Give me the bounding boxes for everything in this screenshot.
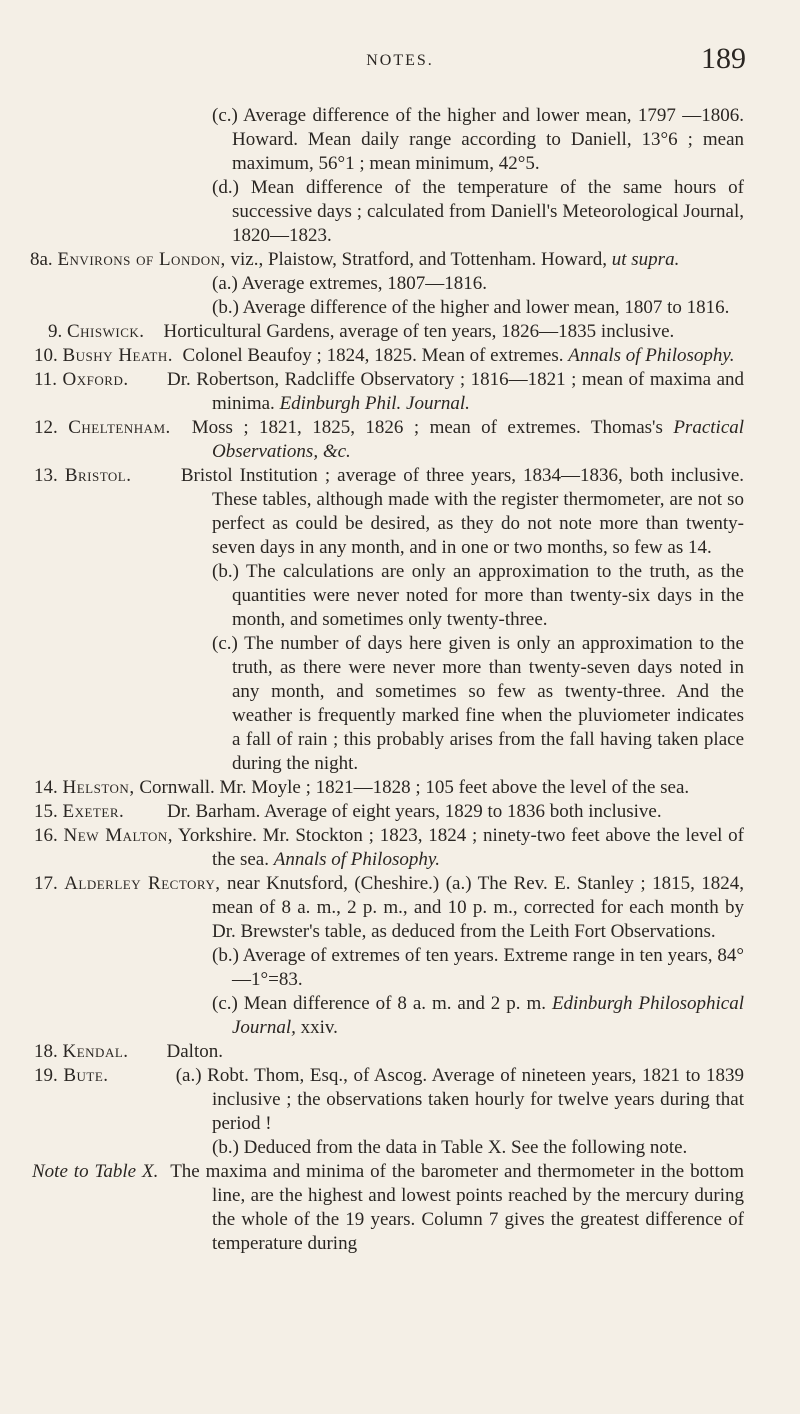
entry-11 <box>0 368 800 416</box>
entry-8a-sub-a: (a.) Average extremes, 1807—1816. <box>212 273 488 294</box>
entry-10-label: Bushy Heath. <box>62 345 174 366</box>
entry-19-number: 19. <box>34 1065 58 1086</box>
entry-10-text: Colonel Beaufoy ; 1824, 1825. Mean of extremes. <box>182 345 569 366</box>
entry-17-number: 17. <box>34 873 58 894</box>
entry-14-number: 14. <box>34 777 58 798</box>
entry-12 <box>0 416 800 464</box>
entry-16-italic: Annals of Philosophy. <box>273 849 440 870</box>
notes-body <box>0 104 800 1256</box>
entry-17-sub-c-end: xxiv. <box>295 1017 338 1038</box>
entry-17-text: near Knutsford, (Cheshire.) (a.) The Rev. E. Stanley ; 1815, 1824, mean of 8 a. m., 2 p. m., and 10 p. m., corrected for each month by Dr. Brewster's table, as deduced from the Leith Fort Observations. <box>212 873 745 942</box>
entry-9-number: 9. <box>48 321 63 342</box>
entry-16-number: 16. <box>34 825 58 846</box>
entry-10 <box>0 344 800 368</box>
entry-12-number: 12. <box>34 417 58 438</box>
running-title: NOTES. <box>366 52 434 69</box>
note-c-paragraph: (c.) Average difference of the higher and lower mean, 1797 —1806. Howard. Mean daily range according to Daniell, 13°6 ; mean maximum, 56°1 ; mean minimum, 42°5. <box>212 105 744 174</box>
entry-13 <box>0 464 800 560</box>
entry-19 <box>0 1064 800 1136</box>
entry-9 <box>0 320 800 344</box>
entry-14 <box>0 776 800 800</box>
entry-12-label: Cheltenham. <box>68 417 171 438</box>
entry-16-text: Yorkshire. Mr. Stockton ; 1823, 1824 ; ninety-two feet above the level of the sea. <box>173 825 744 870</box>
note-to-table-x <box>0 1160 800 1256</box>
entry-11-number: 11. <box>34 369 58 390</box>
entry-9-label: Chiswick. <box>67 321 145 342</box>
entry-8a-number: 8a. <box>30 249 53 270</box>
entry-13-sub-c: (c.) The number of days here given is only an approximation to the truth, as there were never more than twenty-seven days noted in any month, and sometimes so few as twenty-three. And the weather is frequently marked fine when the pluviometer indicates a fall of rain ; this probably arises from the fall having taken place during the night. <box>212 633 744 774</box>
entry-19-label: Bute. <box>63 1065 109 1086</box>
entry-12-text: Moss ; 1821, 1825, 1826 ; mean of extremes. Thomas's <box>191 417 674 438</box>
entry-9-text: Horticultural Gardens, average of ten years, 1826—1835 inclusive. <box>163 321 675 342</box>
entry-17-sub-c-text: (c.) Mean difference of 8 a. m. and 2 p. m. <box>212 993 552 1014</box>
entry-11-label: Oxford. <box>62 369 129 390</box>
entry-18-label: Kendal. <box>62 1041 129 1062</box>
entry-17-sub-b: (b.) Average of extremes of ten years. Extreme range in ten years, 84°—1°=83. <box>212 945 744 990</box>
entry-16-label: New Malton, <box>63 825 173 846</box>
note-text: The maxima and minima of the barometer and thermometer in the bottom line, are the highest and lowest points reached by the mercury during the whole of the 19 years. Column 7 gives the greatest difference of temperature during <box>170 1161 744 1254</box>
entry-17-label: Alderley Rectory, <box>64 873 221 894</box>
entry-15-text: Dr. Barham. Average of eight years, 1829 to 1836 both inclusive. <box>167 801 662 822</box>
entry-14-label: Helston, <box>62 777 135 798</box>
entry-17 <box>0 872 800 944</box>
entry-15-number: 15. <box>34 801 58 822</box>
entry-13-sub-b: (b.) The calculations are only an approximation to the truth, as the quantities were never noted for more than twenty-six days in the month, and sometimes only twenty-three. <box>212 561 744 630</box>
entry-8a-sub-b: (b.) Average difference of the higher and lower mean, 1807 to 1816. <box>212 297 730 318</box>
entry-17-sub-c-italic: Edinburgh Philosophical Journal, <box>232 993 745 1038</box>
entry-11-text: Dr. Robertson, Radcliffe Observatory ; 1816—1821 ; mean of maxima and minima. <box>167 369 745 414</box>
entry-19-text: (a.) Robt. Thom, Esq., of Ascog. Average of nineteen years, 1821 to 1839 inclusive ; the observations taken hourly for twelve years during that period ! <box>175 1065 745 1134</box>
entry-18-number: 18. <box>34 1041 58 1062</box>
entry-12-italic: Practical Observations, &c. <box>212 417 745 462</box>
entry-15 <box>0 800 800 824</box>
entry-11-italic: Edinburgh Phil. Journal. <box>279 393 470 414</box>
entry-10-italic: Annals of Philosophy. <box>568 345 735 366</box>
entry-10-number: 10. <box>34 345 58 366</box>
entry-14-text: Cornwall. Mr. Moyle ; 1821—1828 ; 105 feet above the level of the sea. <box>134 777 690 798</box>
page-number: 189 <box>701 42 746 75</box>
entry-13-text: Bristol Institution ; average of three years, 1834—1836, both inclusive. These tables, although made with the register thermometer, are not so perfect as could be desired, as they do not note more than twenty-seven days in any month, and in one or two months, so few as 14. <box>180 465 745 558</box>
entry-17-sub-c <box>0 992 800 1040</box>
entry-8a-italic: ut supra. <box>611 249 680 270</box>
entry-8a-text: viz., Plaistow, Stratford, and Tottenham. Howard, <box>225 249 612 270</box>
entry-13-number: 13. <box>34 465 58 486</box>
entry-18 <box>0 1040 800 1064</box>
entry-19-sub-b: (b.) Deduced from the data in Table X. See the following note. <box>212 1137 688 1158</box>
entry-18-text: Dalton. <box>166 1041 223 1062</box>
entry-15-label: Exeter. <box>62 801 125 822</box>
entry-13-label: Bristol. <box>64 465 132 486</box>
note-d-paragraph: (d.) Mean difference of the temperature of the same hours of successive days ; calculated from Daniell's Meteorological Journal, 1820—1823. <box>212 177 744 246</box>
entry-8a <box>0 248 800 272</box>
entry-8a-label: Environs of London, <box>57 249 226 270</box>
note-label: Note to Table X. <box>32 1161 159 1182</box>
entry-16 <box>0 824 800 872</box>
